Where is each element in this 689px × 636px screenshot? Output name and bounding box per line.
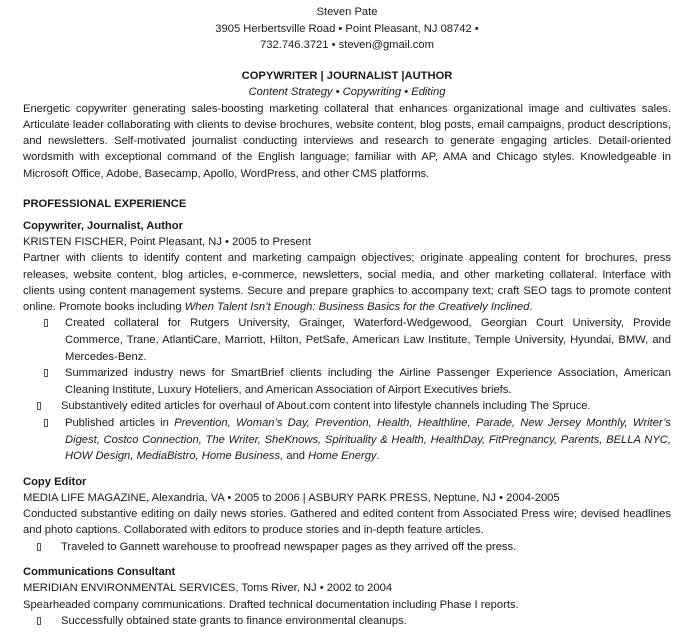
bullet-icon — [44, 369, 48, 377]
job-employer-meta: KRISTEN FISCHER, Point Pleasant, NJ • 2005 to Present — [23, 235, 312, 248]
job-description: Spearheaded company communications. Drafted technical documentation including Phase I reports. — [23, 598, 519, 611]
job-entry — [23, 474, 671, 555]
job-description-end: . — [529, 301, 533, 314]
summary-paragraph: Energetic copywriter generating sales-boosting marketing collateral that enhances organizational image and cultivates sales. Articulate leader collaborating with clients to devise brochures, website content, blog posts, email campaigns, product descriptions, and newsletters. Self-motivated journalist conducting interviews and research to generate engaging articles. Detail-oriented wordsmith with exceptional command of the English language; familiar with AP, AMA and Chicago styles. Knowledgeable in Microsoft Office, Adobe, Basecamp, Apollo, WordPress, and other CMS platforms. — [23, 102, 671, 180]
candidate-name: Steven Pate — [316, 6, 378, 18]
candidate-contact: 732.746.3721 • steven@gmail.com — [260, 39, 434, 51]
list-item — [23, 415, 671, 465]
job-entry — [23, 218, 671, 465]
job-description — [23, 250, 671, 315]
list-item — [23, 365, 671, 398]
professional-tagline: Content Strategy • Copywriting • Editing — [248, 86, 446, 98]
job-description: Conducted substantive editing on daily news stories. Gathered and edited content from Associated Press wire; devised headlines and photo captions. Collaborated with editors to produce stories and in-depth feature articles. — [23, 508, 671, 537]
publications-list: Prevention, Woman’s Day, Prevention, Health, Healthline, Parade, New Jersey Monthly, Writer’s Digest, Costco Connection, The Writer, SheKnows, Spirituality & Health, HealthDay, FitPregnancy, Parents, BELLA NYC, HOW Design, MediaBistro, Home Business, — [65, 417, 671, 463]
job-title: Copy Editor — [23, 475, 87, 488]
bullet-icon — [37, 543, 41, 551]
bullet-text: Created collateral for Rutgers University, Grainger, Waterford-Wedgewood, Georgian Court University, Provide Commerce, Trane, AtlantiCare, Marriott, Hilton, PetSafe, American Law Institute, Temple University, Hyundai, BMW, and Mercedes-Benz. — [65, 317, 671, 363]
job-title: Copywriter, Journalist, Author — [23, 219, 183, 232]
list-item — [23, 398, 671, 415]
bullet-text: Traveled to Gannett warehouse to proofread newspaper pages as they arrived off the press. — [61, 540, 517, 553]
resume-page — [23, 4, 671, 629]
bullet-text: Substantively edited articles for overhaul of About.com content into lifestyle channels including The Spruce. — [61, 400, 591, 413]
professional-headline: COPYWRITER | JOURNALIST |AUTHOR — [241, 69, 453, 82]
bullet-icon — [44, 419, 48, 427]
job-description-text: Partner with clients to identify content and marketing campaign objectives; originate appealing content for brochures, press releases, website content, blog articles, e-commerce, newsletters, social media, and other marketing collateral. Interface with clients using content management systems. Secure and prepare graphics to accompany text; craft SEO tags to promote content online. Promote books including — [23, 252, 671, 314]
bullet-suffix: . — [376, 450, 380, 463]
experience-section-title: PROFESSIONAL EXPERIENCE — [23, 197, 187, 210]
bullet-conjunction: and — [283, 450, 309, 463]
publication-last: Home Energy — [308, 450, 377, 463]
resume-header — [23, 4, 671, 101]
job-employer-meta: MEDIA LIFE MAGAZINE, Alexandria, VA • 2005 to 2006 | ASBURY PARK PRESS, Neptune, NJ • 2004-2005 — [23, 491, 560, 504]
bullet-text: Summarized industry news for SmartBrief clients including the Airline Passenger Experience Association, American Cleaning Institute, Luxury Hoteliers, and American Association of Airport Executives briefs. — [65, 367, 671, 396]
bullet-text: Successfully obtained state grants to finance environmental cleanups. — [61, 614, 407, 627]
bullet-icon — [37, 402, 41, 410]
bullet-prefix: Published articles in — [65, 417, 175, 430]
candidate-address: 3905 Herbertsville Road • Point Pleasant, NJ 08742 • — [215, 22, 479, 35]
job-bullets — [23, 613, 671, 630]
bullet-icon — [37, 617, 41, 625]
job-entry — [23, 564, 671, 629]
job-employer-meta: MERIDIAN ENVIRONMENTAL SERVICES, Toms River, NJ • 2002 to 2004 — [23, 582, 393, 595]
job-title: Communications Consultant — [23, 566, 176, 579]
job-bullets — [23, 539, 671, 556]
job-bullets — [23, 315, 671, 464]
list-item — [23, 613, 671, 630]
list-item — [23, 539, 671, 556]
bullet-icon — [44, 319, 48, 327]
book-title: When Talent Isn’t Enough: Business Basics for the Creatively Inclined — [184, 301, 530, 314]
list-item — [23, 315, 671, 365]
